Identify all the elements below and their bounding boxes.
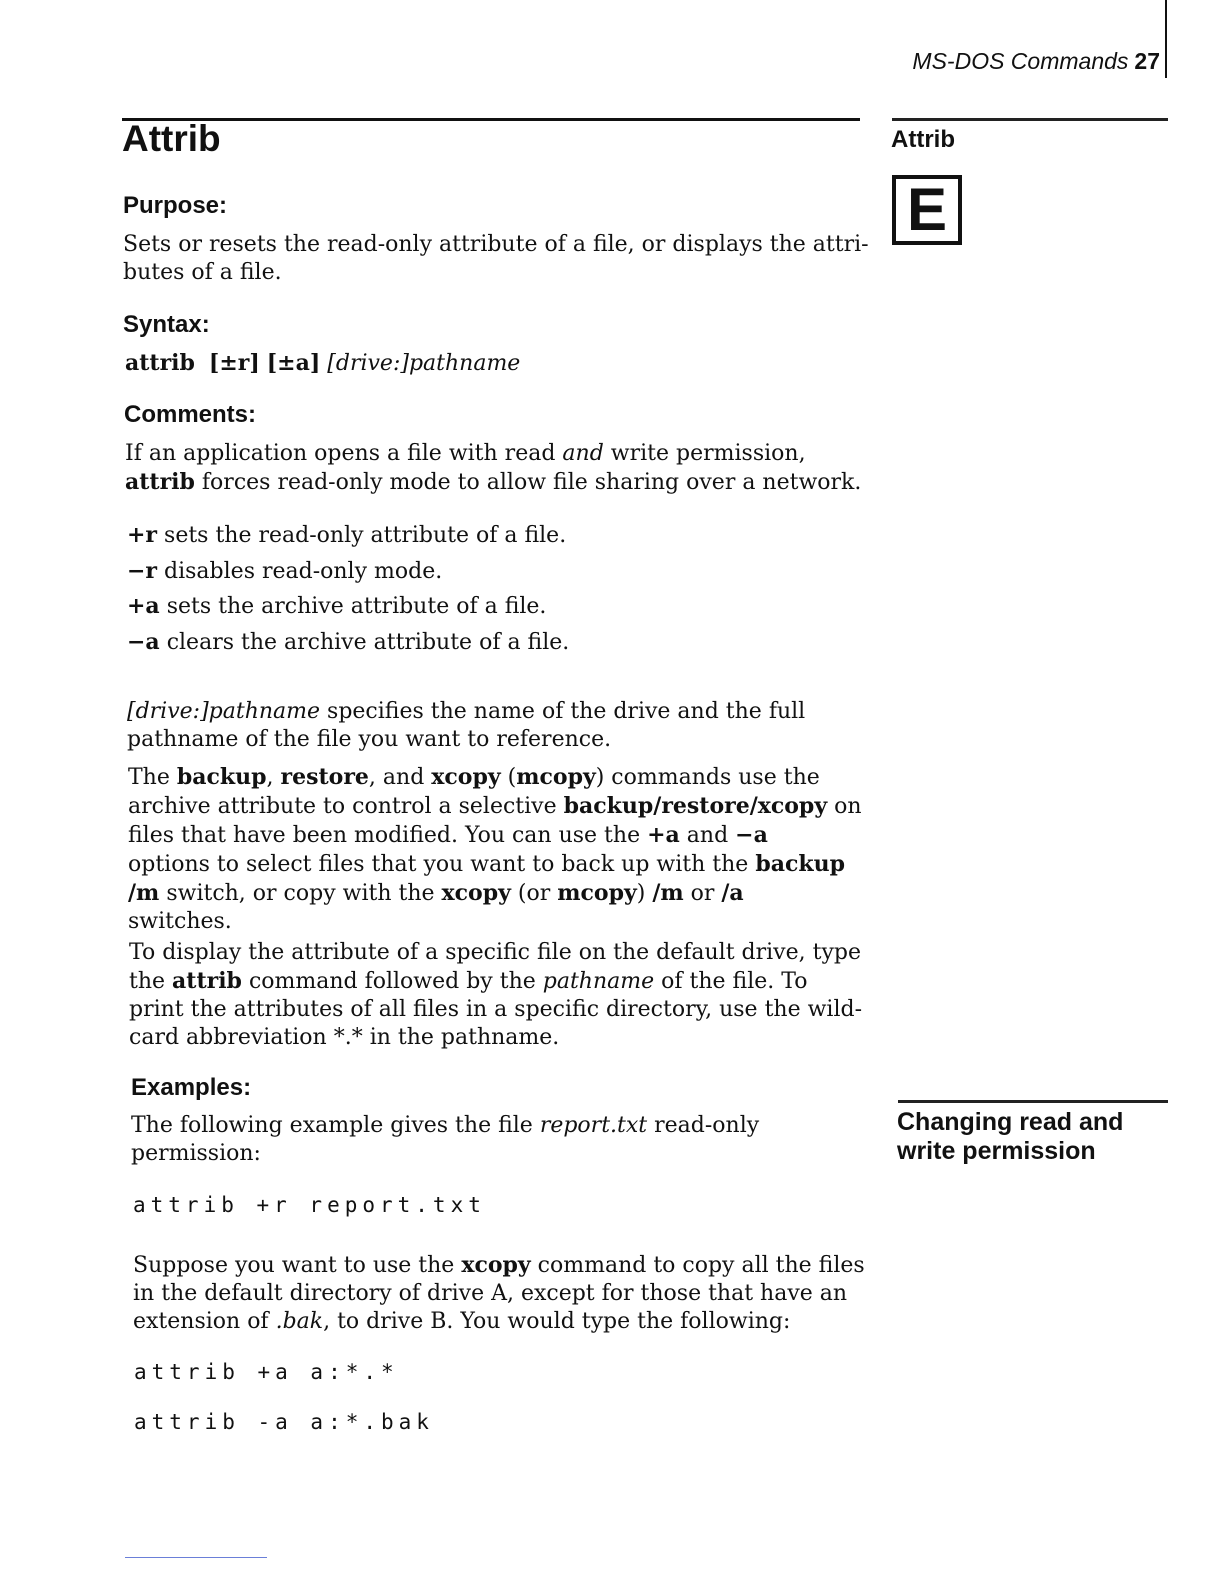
- sidebar-note: [897, 1108, 1123, 1166]
- option-text: sets the archive attribute of a file.: [159, 594, 547, 619]
- option-flag: +r: [127, 522, 158, 548]
- comments-intro-line-1: [125, 440, 861, 468]
- comments-intro: [125, 440, 861, 497]
- text-run: , to drive B. You would type the following:: [323, 1309, 791, 1334]
- text-run: options to select files that you want to back up with the: [128, 852, 756, 877]
- text-run: the: [129, 969, 173, 994]
- text-run: command to copy all the files: [530, 1253, 865, 1278]
- option-item: [127, 554, 569, 590]
- example-2-text: [133, 1251, 865, 1336]
- syntax-option-r: [±r]: [208, 350, 260, 376]
- text-run: archive attribute to control a selective: [128, 794, 564, 819]
- text-run: The: [128, 765, 177, 790]
- purpose-line-2: butes of a file.: [123, 260, 282, 285]
- example-1-text: [131, 1112, 759, 1168]
- text-run-bold: backup/restore/xcopy: [563, 793, 828, 819]
- text-run-bold: mcopy: [557, 880, 637, 906]
- text-run-bold: +a: [647, 822, 680, 848]
- option-item: [127, 589, 569, 625]
- option-item: [127, 518, 569, 554]
- running-head: [912, 48, 1160, 75]
- text-run: If an application opens a file with read: [125, 441, 563, 466]
- text-run: ) commands use the: [595, 765, 820, 790]
- backup-paragraph-line-3: [128, 821, 862, 850]
- text-run: read-only: [647, 1113, 760, 1138]
- text-run-em: [drive:]: [127, 699, 209, 724]
- running-head-title: MS-DOS Commands: [912, 48, 1129, 74]
- code-example-3: attrib -a a:*.bak: [134, 1410, 434, 1434]
- example-2-line-2: in the default directory of drive A, except for those that have an: [133, 1281, 848, 1306]
- backup-paragraph-line-6: switches.: [128, 909, 232, 934]
- text-run: switch, or copy with the: [159, 881, 442, 906]
- text-run: , and: [368, 765, 432, 790]
- code-example-2: attrib +a a:*.*: [134, 1360, 399, 1384]
- text-run-em: report.txt: [539, 1113, 648, 1138]
- text-run-bold: xcopy: [441, 880, 511, 906]
- option-text: disables read-only mode.: [157, 558, 443, 584]
- running-head-rule: [1165, 0, 1167, 78]
- text-run-em: .bak: [275, 1309, 324, 1334]
- text-run: of the file. To: [654, 969, 808, 994]
- bottom-edge-mark: [125, 1557, 267, 1558]
- text-run-bold: backup: [755, 851, 845, 877]
- purpose-text: [123, 231, 869, 287]
- option-text: sets the read-only attribute of a file.: [157, 523, 567, 548]
- option-item: [127, 625, 569, 661]
- text-run: Suppose you want to use the: [133, 1253, 462, 1278]
- backup-paragraph-line-4: [128, 850, 862, 879]
- text-run-bold: xcopy: [431, 764, 501, 790]
- example-1-line-1: [131, 1112, 759, 1140]
- page-title: Attrib: [122, 118, 221, 159]
- text-run: forces read-only mode to allow file sharing over a network.: [194, 470, 862, 495]
- text-run-bold: mcopy: [516, 764, 596, 790]
- text-run: (: [500, 765, 517, 790]
- drive-paragraph: [127, 698, 805, 754]
- text-run: and: [679, 823, 736, 848]
- syntax-line: [125, 349, 520, 378]
- display-paragraph-line-3: print the attributes of all files in a specific directory, use the wild-: [129, 997, 863, 1022]
- text-run-bold: /m: [128, 880, 160, 906]
- display-paragraph: [129, 939, 862, 1052]
- example-1-line-2: permission:: [131, 1141, 261, 1166]
- text-run: command followed by the: [241, 969, 543, 994]
- text-run-em: and: [562, 441, 604, 466]
- sidebar-title: Attrib: [891, 126, 955, 153]
- backup-paragraph: [128, 763, 862, 936]
- page-number: 27: [1134, 48, 1160, 74]
- syntax-drive: [drive:]: [327, 351, 409, 376]
- sidebar-note-rule: [898, 1100, 1168, 1103]
- option-flag: −r: [127, 557, 158, 584]
- text-run-bold: /a: [721, 880, 744, 906]
- text-run-em: pathname: [542, 969, 655, 994]
- text-run: on: [827, 794, 862, 819]
- syntax-command: attrib: [125, 350, 195, 376]
- example-2-line-1: [133, 1251, 865, 1280]
- sidebar-note-line-1: Changing read and: [897, 1108, 1124, 1136]
- syntax-pathname: pathname: [408, 351, 521, 376]
- title-rule: [122, 118, 860, 121]
- display-paragraph-line-4: card abbreviation *.* in the pathname.: [129, 1025, 560, 1050]
- drive-paragraph-line-1: [127, 698, 805, 726]
- backup-paragraph-line-5: [128, 879, 862, 908]
- examples-heading: Examples:: [131, 1074, 252, 1101]
- text-run: ,: [266, 765, 281, 790]
- option-text: clears the archive attribute of a file.: [159, 629, 570, 655]
- text-run: or: [683, 881, 722, 906]
- display-paragraph-line-2: [129, 967, 862, 996]
- purpose-heading: Purpose:: [123, 192, 228, 219]
- text-run: The following example gives the file: [131, 1113, 540, 1138]
- text-run-bold: backup: [176, 764, 267, 790]
- text-run: (or: [510, 881, 558, 906]
- text-run-bold: xcopy: [461, 1252, 531, 1278]
- display-paragraph-line-1: To display the attribute of a specific file on the default drive, type: [129, 940, 861, 965]
- comments-heading: Comments:: [124, 401, 257, 428]
- text-run: specifies the name of the drive and the full: [320, 699, 806, 724]
- sidebar-note-line-2: write permission: [897, 1137, 1096, 1165]
- edition-badge: E: [892, 175, 962, 245]
- comments-intro-line-2: [125, 468, 861, 497]
- text-run-bold: /m: [652, 880, 684, 906]
- text-run-bold: attrib: [172, 968, 242, 994]
- text-run-em: pathname: [208, 699, 321, 724]
- syntax-heading: Syntax:: [123, 311, 210, 338]
- text-run: files that have been modified. You can use the: [128, 823, 648, 848]
- option-flag: −a: [127, 628, 160, 655]
- text-run: extension of: [133, 1309, 276, 1334]
- example-2-line-3: [133, 1308, 865, 1336]
- text-run-bold: restore: [280, 764, 369, 790]
- sidebar-rule: [892, 118, 1168, 121]
- purpose-line-1: Sets or resets the read-only attribute of a file, or displays the attri-: [123, 232, 869, 257]
- text-run-bold: attrib: [125, 469, 195, 495]
- text-run-bold: −a: [735, 822, 768, 848]
- text-run: write permission,: [603, 441, 806, 466]
- code-example-1: attrib +r report.txt: [133, 1193, 486, 1217]
- drive-paragraph-line-2: pathname of the file you want to reference.: [127, 727, 612, 752]
- syntax-option-a: [±a]: [266, 350, 321, 376]
- backup-paragraph-line-2: [128, 792, 862, 821]
- option-list: [127, 518, 569, 660]
- text-run: ): [636, 881, 653, 906]
- backup-paragraph-line-1: [128, 763, 862, 792]
- option-flag: +a: [127, 593, 160, 619]
